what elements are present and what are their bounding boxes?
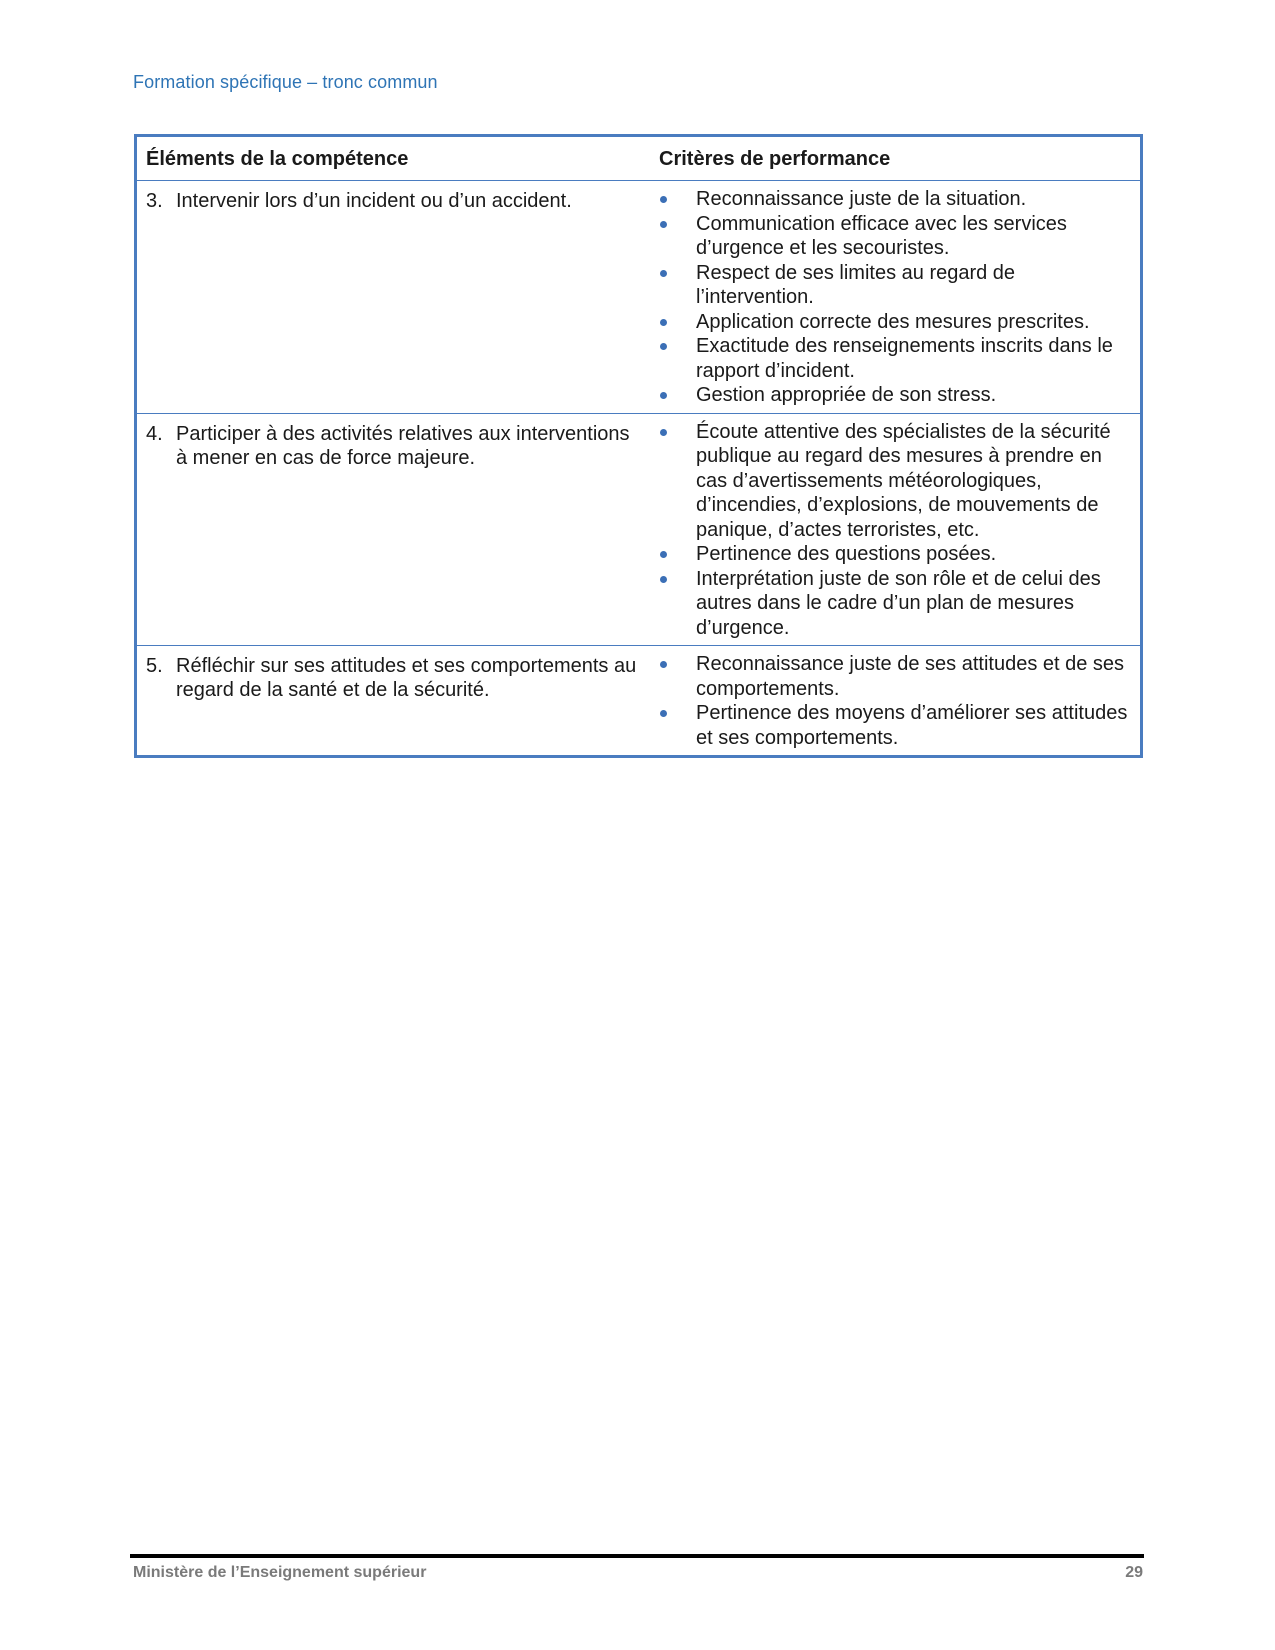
element-number: 3.	[146, 190, 163, 212]
footer-ministry: Ministère de l’Enseignement supérieur	[133, 1564, 427, 1581]
criteria-item	[659, 701, 1131, 750]
criteria-text: Gestion appropriée de son stress.	[696, 384, 997, 406]
bullet-icon	[659, 652, 696, 701]
criteria-text: Reconnaissance juste de la situation.	[696, 188, 1027, 210]
footer-rule	[130, 1554, 1144, 1558]
criteria-item	[659, 567, 1131, 641]
running-header: Formation spécifique – tronc commun	[133, 72, 438, 92]
criteria-item	[659, 420, 1131, 543]
table-row	[136, 646, 1142, 757]
element-text: Participer à des activités relatives aux interventions à mener en cas de force majeure.	[176, 422, 630, 469]
table-header-row	[136, 136, 1142, 181]
competence-table	[134, 134, 1143, 758]
element-number: 4.	[146, 422, 163, 445]
criteria-list	[659, 420, 1131, 641]
bullet-icon	[659, 567, 696, 641]
element-item	[146, 422, 641, 470]
page-number: 29	[1125, 1564, 1143, 1581]
element-item	[146, 189, 641, 213]
element-cell	[136, 413, 651, 646]
element-cell	[136, 646, 651, 757]
element-text: Réfléchir sur ses attitudes et ses comportements au regard de la santé et de la sécurité.	[176, 655, 637, 701]
header-criteria: Critères de performance	[650, 136, 1142, 181]
criteria-item	[659, 310, 1131, 335]
criteria-text: Pertinence des questions posées.	[696, 543, 997, 565]
element-cell	[136, 181, 651, 414]
bullet-icon	[659, 187, 696, 212]
bullet-icon	[659, 261, 696, 310]
criteria-list	[659, 187, 1131, 408]
criteria-item	[659, 212, 1131, 261]
criteria-text: Application correcte des mesures prescrites.	[696, 310, 1090, 333]
criteria-text: Exactitude des renseignements inscrits dans le rapport d’incident.	[696, 335, 1113, 382]
criteria-cell	[650, 413, 1142, 646]
criteria-item	[659, 187, 1131, 212]
bullet-icon	[659, 212, 696, 261]
criteria-item	[659, 261, 1131, 310]
criteria-text: Interprétation juste de son rôle et de celui des autres dans le cadre d’un plan de mesures d’urgence.	[696, 567, 1101, 639]
criteria-list	[659, 652, 1131, 750]
criteria-text: Reconnaissance juste de ses attitudes et de ses comportements.	[696, 653, 1125, 700]
criteria-cell	[650, 181, 1142, 414]
criteria-item	[659, 542, 1131, 567]
element-item	[146, 654, 641, 702]
criteria-cell	[650, 646, 1142, 757]
bullet-icon	[659, 383, 696, 408]
criteria-item	[659, 383, 1131, 408]
criteria-text: Pertinence des moyens d’améliorer ses attitudes et ses comportements.	[696, 702, 1128, 749]
header-elements: Éléments de la compétence	[136, 136, 651, 181]
bullet-icon	[659, 310, 696, 335]
table-row	[136, 413, 1142, 646]
bullet-icon	[659, 542, 696, 567]
criteria-item	[659, 652, 1131, 701]
element-text: Intervenir lors d’un incident ou d’un accident.	[176, 190, 572, 212]
bullet-icon	[659, 334, 696, 383]
bullet-icon	[659, 701, 696, 750]
criteria-text: Écoute attentive des spécialistes de la sécurité publique au regard des mesures à prendre en cas d’avertissements météorologiques, d’incendies, d’explosions, de mouvements de panique, d’actes terroristes, etc.	[696, 420, 1111, 541]
criteria-item	[659, 334, 1131, 383]
element-number: 5.	[146, 655, 163, 677]
bullet-icon	[659, 420, 696, 543]
table-row	[136, 181, 1142, 414]
criteria-text: Communication efficace avec les services d’urgence et les secouristes.	[696, 212, 1067, 259]
criteria-text: Respect de ses limites au regard de l’intervention.	[696, 261, 1016, 308]
